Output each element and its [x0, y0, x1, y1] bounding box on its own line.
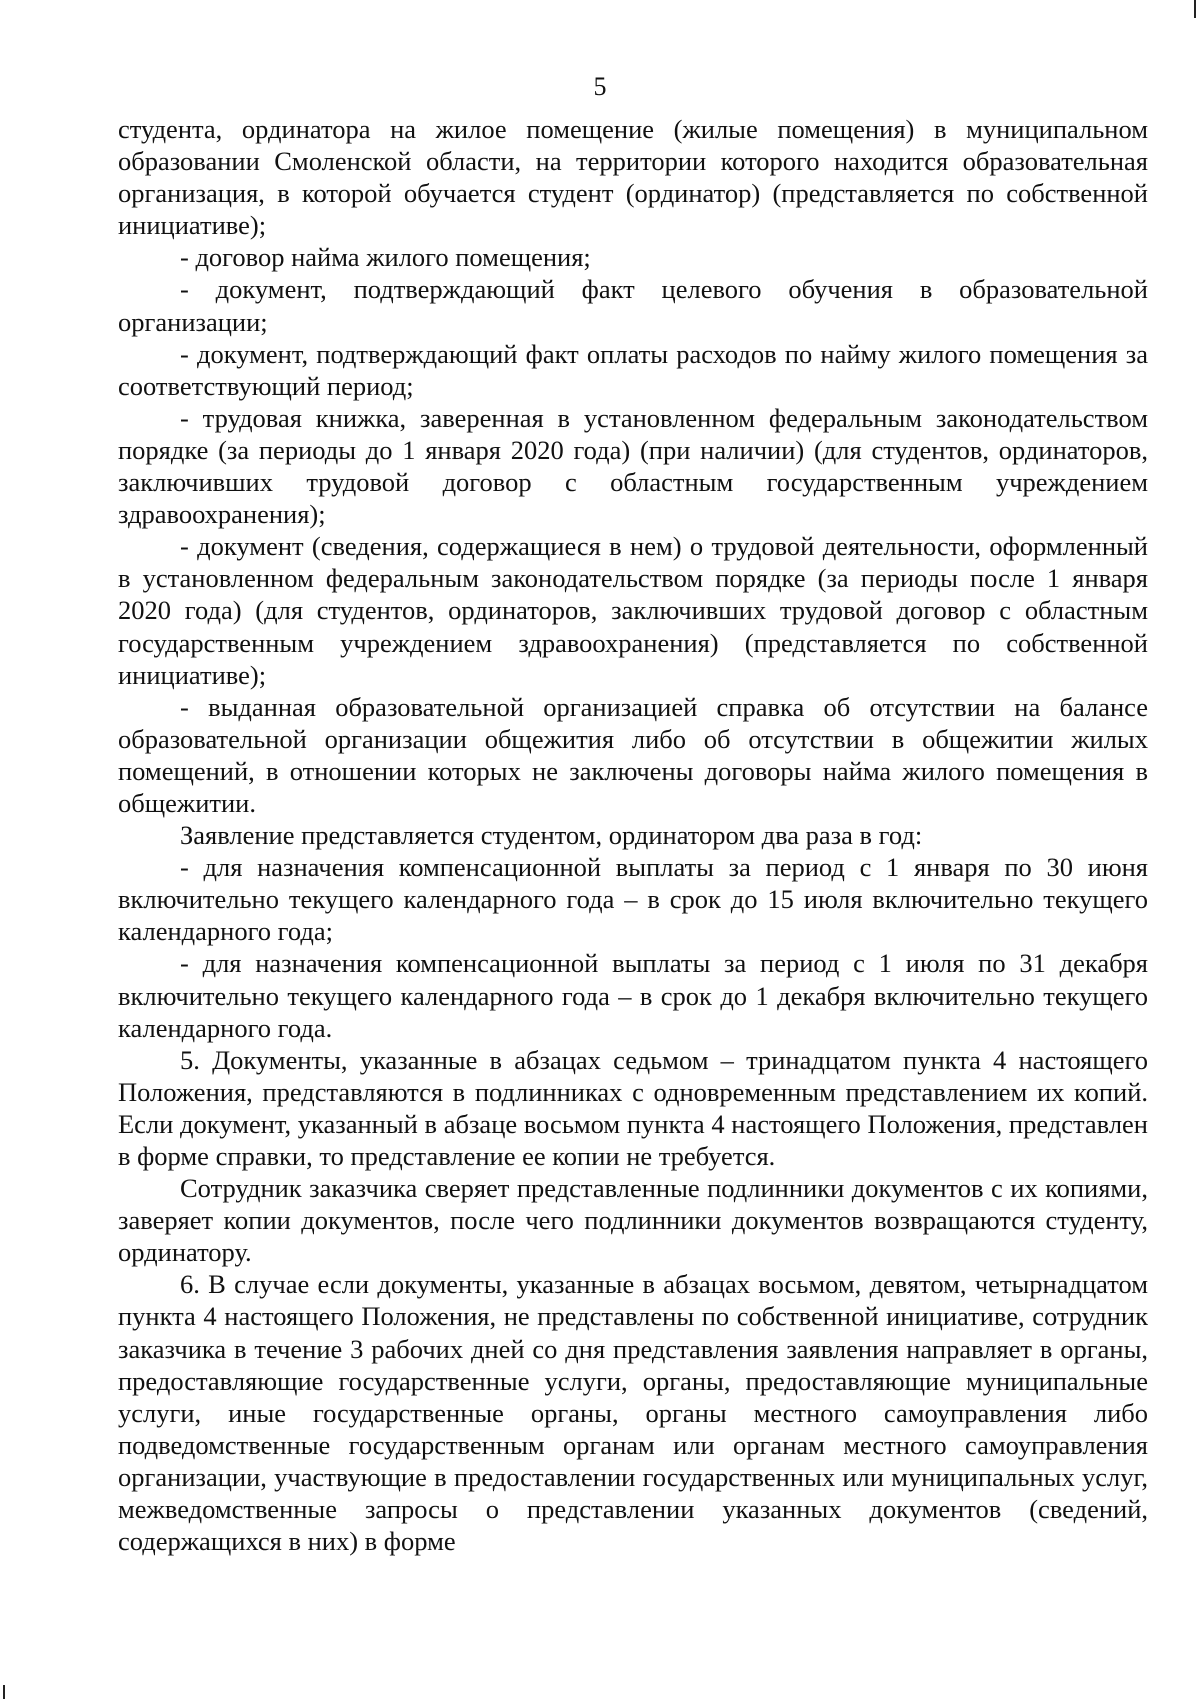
paragraph: 6. В случае если документы, указанные в абзацах восьмом, девятом, четырнадцатом пункта 4 настоящего Положения, не представлены по собственной инициативе, сотрудник заказчика в течение 3 рабочих дней со дня представления заявления направляет в органы, предоставляющие государственные услуги, органы, предоставляющие муниципальные услуги, иные государственные органы, органы местного самоуправления либо подведомственные государственным органам или органам местного самоуправления организации, участвующие в предоставлении государственных или муниципальных услуг, межведомственные запросы о представлении указанных документов (сведений, содержащихся в них) в форме: [118, 1269, 1148, 1557]
paragraph: Сотрудник заказчика сверяет представленные подлинники документов с их копиями, заверяет копии документов, после чего подлинники документов возвращаются студенту, ординатору.: [118, 1173, 1148, 1268]
paragraph: - документ, подтверждающий факт оплаты расходов по найму жилого помещения за соответствующий период;: [118, 338, 1148, 401]
scan-edge-mark: [3, 1685, 5, 1699]
paragraph: - для назначения компенсационной выплаты за период с 1 июля по 31 декабря включительно текущего календарного года – в срок до 1 декабря включительно текущего календарного года.: [118, 948, 1148, 1043]
paragraph: - трудовая книжка, заверенная в установленном федеральным законодательством порядке (за периоды до 1 января 2020 года) (при наличии) (для студентов, ординаторов, заключивших трудовой договор с областным государственным учреждением здравоохранения);: [118, 402, 1148, 530]
paragraph: - договор найма жилого помещения;: [180, 242, 591, 273]
paragraph: студента, ординатора на жилое помещение (жилые помещения) в муниципальном образовании Смоленской области, на территории которого находится образовательная организация, в которой обучается студент (ординатор) (представляется по собственной инициативе);: [118, 114, 1148, 241]
scan-edge-mark: [1194, 0, 1196, 18]
page-number: 5: [593, 72, 607, 101]
paragraph: 5. Документы, указанные в абзацах седьмом – тринадцатом пункта 4 настоящего Положения, представляются в подлинниках с одновременным представлением их копий. Если документ, указанный в абзаце восьмом пункта 4 настоящего Положения, представлен в форме справки, то представление ее копии не требуется.: [118, 1044, 1148, 1171]
paragraph: Заявление представляется студентом, ординатором два раза в год:: [180, 820, 923, 851]
document-body: [118, 113, 1148, 1557]
paragraph: - документ (сведения, содержащиеся в нем) о трудовой деятельности, оформленный в установленном федеральным законодательством порядке (за периоды после 1 января 2020 года) (для студентов, ординаторов, заключивших трудовой договор с областным государственным учреждением здравоохранения) (представляется по собственной инициативе);: [118, 531, 1148, 690]
paragraph: - для назначения компенсационной выплаты за период с 1 января по 30 июня включительно текущего календарного года – в срок до 15 июля включительно текущего календарного года;: [118, 852, 1148, 947]
paragraph: - выданная образовательной организацией справка об отсутствии на балансе образовательной организации общежития либо об отсутствии в общежитии жилых помещений, в отношении которых не заключены договоры найма жилого помещения в общежитии.: [118, 691, 1148, 818]
paragraph: - документ, подтверждающий факт целевого обучения в образовательной организации;: [118, 274, 1148, 337]
